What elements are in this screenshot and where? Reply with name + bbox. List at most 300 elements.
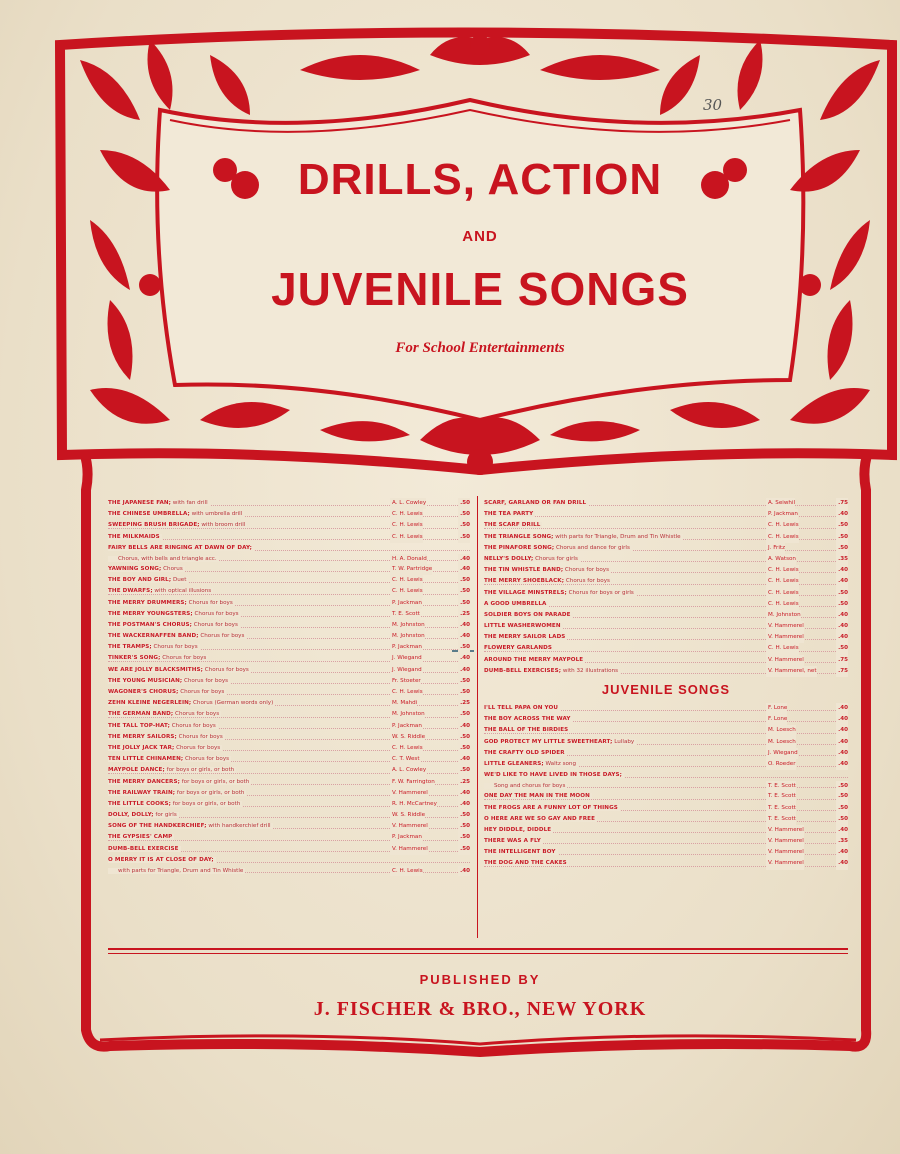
song-composer: A. Seiwhil <box>766 498 795 509</box>
song-row <box>108 777 470 788</box>
song-row <box>108 586 470 597</box>
song-composer: V. Hammerel <box>766 836 804 847</box>
song-row <box>484 847 848 858</box>
song-title: THE BOY ACROSS THE WAY <box>484 716 571 723</box>
song-row <box>108 554 470 564</box>
song-title: THE YOUNG MUSICIAN; <box>108 677 183 684</box>
song-price: .50 <box>458 743 470 754</box>
song-composer: J. Wiegand <box>390 665 422 676</box>
song-row <box>484 825 848 836</box>
song-row <box>108 609 470 620</box>
song-row <box>108 832 470 843</box>
song-price: .50 <box>836 599 848 610</box>
song-composer: M. Johnston <box>390 620 425 631</box>
song-price: .40 <box>836 858 848 869</box>
song-title: THE SCARF DRILL <box>484 522 541 529</box>
song-note: Chorus for boys <box>202 666 249 673</box>
song-price: .50 <box>458 844 470 855</box>
song-row <box>484 621 848 632</box>
song-price: .50 <box>458 765 470 776</box>
song-price: .50 <box>458 532 470 543</box>
song-note: Lullaby <box>612 738 635 745</box>
song-price: .50 <box>458 498 470 509</box>
song-composer: C. H. Lewis <box>392 868 423 874</box>
song-title: HEY DIDDLE, DIDDLE <box>484 826 552 833</box>
song-composer: W. S. Riddle <box>390 732 425 743</box>
song-price: .40 <box>836 748 848 759</box>
song-price: .40 <box>458 799 470 810</box>
song-composer: T. E. Scott <box>768 783 796 790</box>
song-title: THE MERRY SAILOR LADS <box>484 634 566 641</box>
song-title: O MERRY IT IS AT CLOSE OF DAY; <box>108 856 214 863</box>
song-row <box>484 781 848 791</box>
song-row <box>108 532 470 543</box>
song-title: THE TIN WHISTLE BAND; <box>484 567 564 574</box>
song-price: .50 <box>458 676 470 687</box>
song-price: .75 <box>836 498 848 509</box>
song-row <box>484 770 848 781</box>
song-note: with parts for Triangle, Drum and Tin Whistle <box>118 868 244 874</box>
song-composer: O. Roeder <box>766 759 796 770</box>
song-composer: Fr. Stoeter <box>390 676 421 687</box>
song-price: .40 <box>836 725 848 736</box>
song-title: THERE WAS A FLY <box>484 838 541 845</box>
song-row <box>108 520 470 531</box>
song-note: Chorus for boys <box>160 655 207 662</box>
song-note: with optical illusions <box>152 588 212 595</box>
song-row <box>108 543 470 554</box>
song-price: .40 <box>836 714 848 725</box>
song-composer: M. Johnston <box>766 610 801 621</box>
song-price: .50 <box>458 709 470 720</box>
song-title: LITTLE GLEANERS; <box>484 760 544 767</box>
song-row <box>108 866 470 876</box>
song-note: Chorus for boys <box>169 722 216 729</box>
song-composer: V. Hammerel <box>766 632 804 643</box>
song-title: THE GYPSIES' CAMP <box>108 834 173 841</box>
song-note: with umbrella drill <box>189 511 243 518</box>
song-price: .40 <box>836 632 848 643</box>
song-composer: C. H. Lewis <box>390 520 423 531</box>
song-note: Chorus for boys <box>182 677 229 684</box>
song-composer: C. H. Lewis <box>766 565 799 576</box>
song-note: with broom drill <box>199 522 246 529</box>
song-title: THE MERRY SAILORS; <box>108 733 177 740</box>
song-row <box>484 759 848 770</box>
song-row <box>484 599 848 610</box>
song-composer: C. T. West <box>390 754 420 765</box>
song-title: THE BALL OF THE BIRDIES <box>484 727 569 734</box>
song-note: Chorus for girls <box>533 555 578 562</box>
song-row <box>108 732 470 743</box>
song-price: .50 <box>836 803 848 814</box>
song-price: .40 <box>836 847 848 858</box>
song-note: Chorus for boys or girls <box>566 589 634 596</box>
song-row <box>484 588 848 599</box>
song-composer: A. L. Cowley <box>390 498 426 509</box>
song-title: NELLY'S DOLLY; <box>484 555 534 562</box>
song-row <box>484 655 848 666</box>
song-price: .25 <box>458 698 470 709</box>
song-row <box>108 631 470 642</box>
song-row <box>108 498 470 509</box>
song-note: for boys or girls, or both <box>175 789 245 796</box>
song-composer: A. L. Cowley <box>390 765 426 776</box>
song-composer: P. Jackman <box>390 721 422 732</box>
song-price: .40 <box>836 737 848 748</box>
song-row <box>108 509 470 520</box>
song-price: .40 <box>458 665 470 676</box>
song-title: DUMB-BELL EXERCISES; <box>484 667 562 674</box>
song-title: ZEHN KLEINE NEGERLEIN; <box>108 700 192 707</box>
song-title: THE FROGS ARE A FUNNY LOT OF THINGS <box>484 804 618 811</box>
song-price: .50 <box>836 791 848 802</box>
song-note: Waltz song <box>543 760 577 767</box>
song-title: THE POSTMAN'S CHORUS; <box>108 621 192 628</box>
song-price: .50 <box>458 520 470 531</box>
song-row <box>484 725 848 736</box>
faded-stamp <box>675 1072 875 1142</box>
song-note: with 32 illustrations <box>561 667 619 674</box>
song-composer: V. Hammerel <box>766 825 804 836</box>
song-price: .50 <box>836 543 848 554</box>
song-composer: C. H. Lewis <box>766 643 799 654</box>
song-price: .40 <box>458 788 470 799</box>
song-composer: V. Hammerel <box>390 788 428 799</box>
song-note: with handkerchief drill <box>206 823 271 830</box>
song-row <box>484 643 848 654</box>
song-composer: C. H. Lewis <box>390 575 423 586</box>
song-composer: C. H. Lewis <box>390 532 423 543</box>
song-composer: C. H. Lewis <box>390 586 423 597</box>
song-price: .50 <box>458 732 470 743</box>
song-note: Chorus for boys <box>183 756 230 763</box>
song-row <box>108 799 470 810</box>
title-panel <box>157 100 803 420</box>
song-title: THE MERRY DANCERS; <box>108 778 180 785</box>
song-title: TINKER'S SONG; <box>108 655 161 662</box>
song-row <box>484 748 848 759</box>
song-composer: C. H. Lewis <box>390 509 423 520</box>
subtitle: For School Entertainments <box>395 340 565 356</box>
song-title: DOLLY, DOLLY; <box>108 812 154 819</box>
song-price: .40 <box>836 565 848 576</box>
song-price: .50 <box>458 687 470 698</box>
song-title: THE MERRY SHOEBLACK; <box>484 578 565 585</box>
song-composer: V. Hammerel <box>766 858 804 869</box>
song-row <box>484 498 848 509</box>
song-title: LITTLE WASHERWOMEN <box>484 623 561 630</box>
song-title: FAIRY BELLS ARE RINGING AT DAWN OF DAY; <box>108 544 252 551</box>
song-title: THE TEA PARTY <box>484 511 534 518</box>
song-row <box>484 576 848 587</box>
song-row <box>484 666 848 677</box>
song-title: MAYPOLE DANCE; <box>108 767 165 774</box>
song-row <box>108 598 470 609</box>
song-note: Chorus for boys <box>563 567 610 574</box>
song-price: .50 <box>458 642 470 653</box>
rule-thin <box>108 953 848 954</box>
publisher-name: J. FISCHER & BRO., NEW YORK <box>313 998 647 1020</box>
song-row <box>484 803 848 814</box>
song-note: Chorus for boys <box>174 744 221 751</box>
song-price: .40 <box>458 754 470 765</box>
song-row <box>484 509 848 520</box>
song-price: .50 <box>836 520 848 531</box>
song-composer: V. Hammerel, net <box>766 666 817 677</box>
song-row <box>108 788 470 799</box>
song-title: THE RAILWAY TRAIN; <box>108 789 176 796</box>
song-composer: T. E. Scott <box>766 803 796 814</box>
song-title: I'LL TELL PAPA ON YOU <box>484 705 558 711</box>
song-composer: F. W. Farrington <box>390 777 435 788</box>
song-title: TEN LITTLE CHINAMEN; <box>108 756 184 763</box>
song-title: THE MERRY DRUMMERS; <box>108 599 187 606</box>
song-composer: C. H. Lewis <box>390 743 423 754</box>
song-row <box>108 765 470 776</box>
song-row <box>108 810 470 821</box>
song-price: .40 <box>836 509 848 520</box>
song-title: WAGONER'S CHORUS; <box>108 689 179 695</box>
song-note: with fan drill <box>171 500 208 506</box>
song-note: Chorus for boys <box>173 711 220 718</box>
song-price: .50 <box>836 814 848 825</box>
song-composer: T. W. Partridge <box>390 564 432 575</box>
song-composer: M. Mahdi <box>390 698 417 709</box>
song-note: Chorus for boys <box>151 644 198 651</box>
song-note: Chorus for boys <box>198 633 245 640</box>
song-title: THE JAPANESE FAN; <box>108 500 172 506</box>
song-row <box>484 858 848 869</box>
song-note: for boys or girls, or both <box>170 800 241 807</box>
song-title: THE JOLLY JACK TAR; <box>108 744 175 751</box>
song-composer: J. Fritz <box>766 543 785 554</box>
song-price: .40 <box>836 759 848 770</box>
song-price: .50 <box>458 821 470 832</box>
right-song-list <box>484 498 848 870</box>
song-row <box>108 653 470 664</box>
song-composer: C. H. Lewis <box>766 588 799 599</box>
song-title: FLOWERY GARLANDS <box>484 645 553 652</box>
song-note: Duet <box>171 577 187 584</box>
song-title: THE DWARFS; <box>108 588 153 595</box>
song-composer: M. Loesch <box>766 725 796 736</box>
song-composer: C. H. Lewis <box>766 520 799 531</box>
song-note: Chorus for boys <box>186 599 233 606</box>
song-price: .35 <box>836 836 848 847</box>
song-title: THE LITTLE COOKS; <box>108 800 171 807</box>
song-note: Chorus for boys <box>176 733 223 740</box>
song-composer: P. Jackman <box>390 832 422 843</box>
song-row <box>108 844 470 855</box>
song-title: GOD PROTECT MY LITTLE SWEETHEART; <box>484 738 613 745</box>
song-row <box>484 610 848 621</box>
song-title: THE VILLAGE MINSTRELS; <box>484 589 567 596</box>
song-composer: T. E. Scott <box>766 791 796 802</box>
song-price: .40 <box>458 653 470 664</box>
song-note: Chorus for boys <box>192 621 238 628</box>
song-price: .40 <box>458 721 470 732</box>
song-title: YAWNING SONG; <box>108 565 162 572</box>
song-title: AROUND THE MERRY MAYPOLE <box>484 656 584 663</box>
song-row <box>108 709 470 720</box>
song-title: THE TRIANGLE SONG; <box>484 533 554 540</box>
song-note: Chorus and dance for girls <box>554 544 630 551</box>
song-title: A GOOD UMBRELLA <box>484 600 547 607</box>
song-row <box>484 565 848 576</box>
song-title: THE TRAMPS; <box>108 644 152 651</box>
song-note: Chorus (German words only) <box>191 700 274 707</box>
song-row <box>484 554 848 565</box>
song-price: .50 <box>458 509 470 520</box>
song-row <box>484 520 848 531</box>
song-row <box>108 721 470 732</box>
song-price: .40 <box>836 610 848 621</box>
song-title: THE INTELLIGENT BOY <box>484 849 556 856</box>
song-title: THE CRAFTY OLD SPIDER <box>484 749 565 756</box>
song-price: .40 <box>460 555 470 562</box>
song-row <box>108 665 470 676</box>
song-row <box>484 543 848 554</box>
song-composer: V. Hammerel <box>766 621 804 632</box>
song-row <box>108 743 470 754</box>
song-price: .40 <box>458 620 470 631</box>
song-price: .40 <box>836 825 848 836</box>
rule-top <box>108 948 848 950</box>
song-title: THE DOG AND THE CAKES <box>484 860 567 867</box>
song-title: SOLDIER BOYS ON PARADE <box>484 611 571 618</box>
song-price: .75 <box>836 655 848 666</box>
song-composer: V. Hammerel <box>390 821 428 832</box>
song-title: THE PINAFORE SONG; <box>484 544 555 551</box>
song-composer: V. Hammerel <box>766 655 804 666</box>
song-price: .50 <box>458 586 470 597</box>
song-price: .50 <box>458 810 470 821</box>
song-note: for girls <box>153 812 177 819</box>
song-composer: C. H. Lewis <box>766 576 799 587</box>
song-note: Chorus for boys <box>564 578 610 585</box>
song-price: .40 <box>458 564 470 575</box>
song-composer: C. H. Lewis <box>390 687 423 698</box>
song-title: THE MERRY YOUNGSTERS; <box>108 610 193 617</box>
pencil-number: 30 <box>703 96 723 114</box>
song-composer: T. E. Scott <box>390 609 420 620</box>
song-title: THE CHINESE UMBRELLA; <box>108 511 190 518</box>
song-composer: P. Jackman <box>390 598 422 609</box>
title-line-1: DRILLS, ACTION <box>297 155 663 204</box>
song-row <box>108 821 470 832</box>
column-divider <box>477 496 478 938</box>
song-row <box>484 791 848 802</box>
song-row <box>108 687 470 698</box>
song-row <box>108 855 470 866</box>
song-row <box>484 714 848 725</box>
song-composer: V. Hammerel <box>766 847 804 858</box>
song-price: .50 <box>836 643 848 654</box>
song-row <box>108 754 470 765</box>
song-price: .40 <box>460 868 470 874</box>
song-price: .50 <box>836 588 848 599</box>
song-composer: J. Wiegand <box>390 653 422 664</box>
song-price: .25 <box>458 609 470 620</box>
juvenile-songs-heading: JUVENILE SONGS <box>601 682 731 697</box>
song-price: .40 <box>836 621 848 632</box>
song-composer: F. Lone <box>766 703 787 714</box>
song-note: Song and chorus for boys <box>494 783 566 790</box>
song-row <box>108 676 470 687</box>
song-row <box>484 836 848 847</box>
song-title: ONE DAY THE MAN IN THE MOON <box>484 793 590 800</box>
song-note: Chorus <box>161 565 183 572</box>
song-title: O HERE ARE WE SO GAY AND FREE <box>484 815 596 822</box>
song-row <box>108 575 470 586</box>
song-composer: M. Loesch <box>766 737 796 748</box>
song-price: .25 <box>458 777 470 788</box>
song-note: for boys or girls, or both <box>179 778 250 785</box>
song-composer: T. E. Scott <box>766 814 796 825</box>
song-composer: M. Johnston <box>390 631 425 642</box>
song-price: .35 <box>836 554 848 565</box>
song-row <box>484 632 848 643</box>
song-price: .50 <box>458 832 470 843</box>
song-price: .50 <box>458 575 470 586</box>
song-row <box>484 814 848 825</box>
song-price: .75 <box>836 666 848 677</box>
song-row <box>484 737 848 748</box>
song-composer: R. H. McCartney <box>390 799 437 810</box>
song-composer: C. H. Lewis <box>766 599 799 610</box>
song-title: THE WACKERNAFFEN BAND; <box>108 633 199 640</box>
song-price: .50 <box>458 598 470 609</box>
song-composer: H. A. Donald <box>392 555 427 562</box>
song-price: .40 <box>458 631 470 642</box>
song-note: with parts for Triangle, Drum and Tin Whistle <box>553 533 681 540</box>
song-title: SWEEPING BRUSH BRIGADE; <box>108 522 200 529</box>
song-title: THE GERMAN BAND; <box>108 711 174 718</box>
song-row <box>484 532 848 543</box>
song-title: THE MILKMAIDS <box>108 533 160 540</box>
song-composer: A. Watson <box>766 554 796 565</box>
song-price: .40 <box>836 576 848 587</box>
left-song-list <box>108 498 470 876</box>
song-note: Chorus for boys <box>192 610 239 617</box>
song-price: .50 <box>836 532 848 543</box>
song-title: THE BOY AND GIRL; <box>108 577 172 584</box>
song-row <box>108 564 470 575</box>
song-composer: C. H. Lewis <box>766 532 799 543</box>
song-composer: P. Jackman <box>390 642 422 653</box>
song-row <box>484 703 848 714</box>
published-by: PUBLISHED BY <box>419 972 541 987</box>
song-note: for boys or girls, or both <box>164 767 235 774</box>
song-title: SCARF, GARLAND OR FAN DRILL <box>484 500 587 506</box>
song-composer: F. Lone <box>766 714 787 725</box>
song-row <box>108 620 470 631</box>
song-row <box>108 698 470 709</box>
song-title: WE'D LIKE TO HAVE LIVED IN THOSE DAYS; <box>484 772 622 779</box>
song-title: THE TALL TOP-HAT; <box>108 722 170 729</box>
song-price: .40 <box>836 703 848 714</box>
song-composer: P. Jackman <box>766 509 798 520</box>
song-title: DUMB-BELL EXERCISE <box>108 845 179 852</box>
song-composer: M. Johnston <box>390 709 425 720</box>
song-title: SONG OF THE HANDKERCHIEF; <box>108 823 207 830</box>
song-composer: W. S. Riddle <box>390 810 425 821</box>
song-price: .50 <box>838 783 848 790</box>
song-title: WE ARE JOLLY BLACKSMITHS; <box>108 666 203 673</box>
title-and: AND <box>462 228 498 245</box>
song-composer: V. Hammerel <box>390 844 428 855</box>
